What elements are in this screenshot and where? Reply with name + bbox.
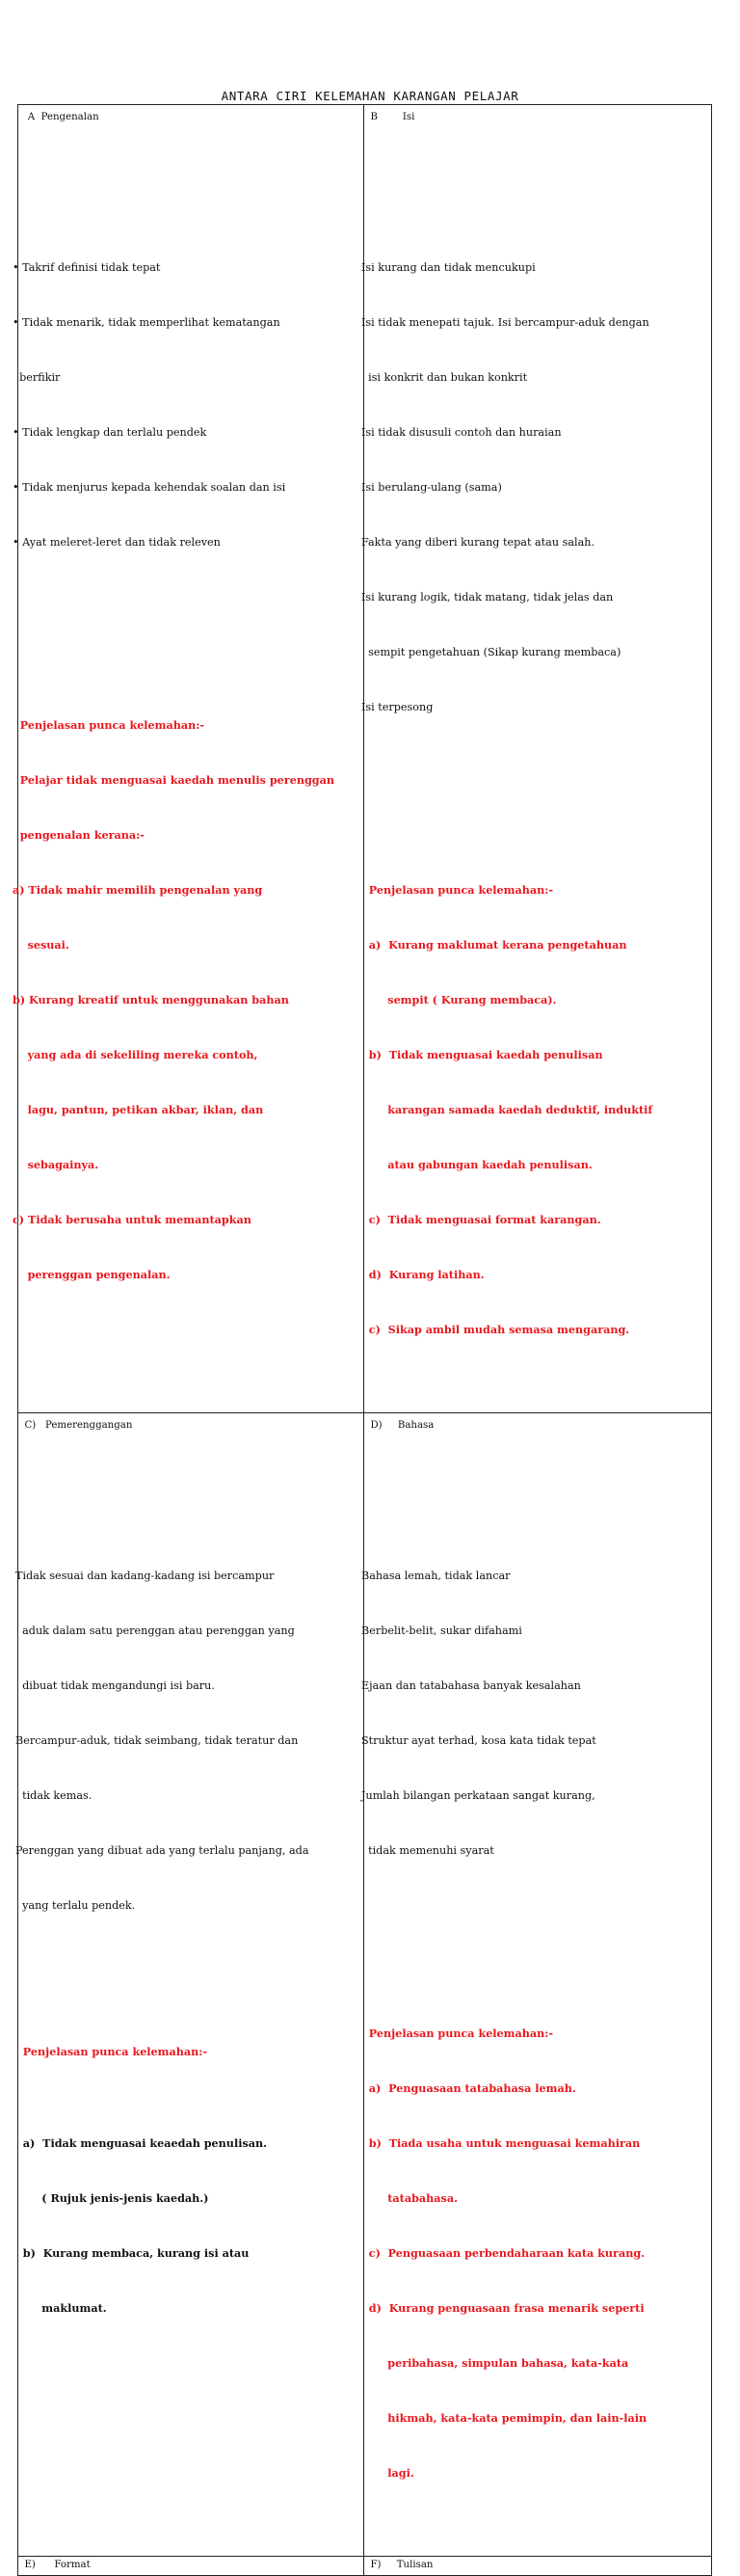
- explanation-item: perenggan pengenalan.: [13, 1268, 171, 1281]
- explanation-item: b) Tidak menguasai kaedah penulisan: [361, 1048, 603, 1061]
- cell-e-format: [18, 2557, 364, 2576]
- cell-d-bahasa: [361, 1413, 712, 2557]
- explanation-title: Penjelasan punca kelemahan:-: [361, 2026, 554, 2040]
- explanation-item: hikmah, kata-kata pemimpin, dan lain-lain: [361, 2411, 648, 2425]
- explanation-item: sempit ( Kurang membaca).: [361, 993, 557, 1006]
- cell-f-tulisan: [364, 2557, 712, 2576]
- cell-b-isi: [361, 105, 712, 1413]
- list-item: • Takrif definisi tidak tepat: [13, 261, 161, 274]
- cell-d-points: [361, 1530, 711, 1896]
- cell-b-letter: B: [370, 112, 378, 122]
- explanation-item: peribahasa, simpulan bahasa, kata-kata: [361, 2356, 629, 2370]
- list-item: Ejaan dan tatabahasa banyak kesalahan: [361, 1679, 581, 1692]
- list-item: isi konkrit dan bukan konkrit: [361, 371, 528, 384]
- list-item: Perenggan yang dibuat ada yang terlalu panjang, ada: [15, 1844, 309, 1857]
- cell-e-header: [18, 2557, 363, 2574]
- cell-a-letter: A: [27, 112, 36, 122]
- list-item: dibuat tidak mengandungi isi baru.: [15, 1679, 215, 1692]
- list-item: yang terlalu pendek.: [15, 1899, 136, 1912]
- cell-e-title: Format: [54, 2560, 91, 2570]
- list-item: tidak memenuhi syarat: [361, 1844, 494, 1857]
- explanation-item: d) Kurang latihan.: [361, 1268, 485, 1281]
- cell-c-letter: C): [24, 1420, 37, 1431]
- explanation-item: a) Kurang maklumat kerana pengetahuan: [361, 938, 627, 952]
- explanation-item: ( Rujuk jenis-jenis kaedah.): [15, 2191, 209, 2205]
- document-title: ANTARA CIRI KELEMAHAN KARANGAN PELAJAR: [221, 89, 519, 103]
- explanation-item: sebagainya.: [13, 1158, 99, 1171]
- weakness-table: [13, 104, 712, 2576]
- cell-f-letter: F): [370, 2560, 382, 2570]
- cell-b-title: Isi: [402, 112, 415, 122]
- list-item: Bercampur-aduk, tidak seimbang, tidak teratur dan: [15, 1734, 299, 1747]
- list-item: Isi tidak disusuli contoh dan huraian: [361, 426, 562, 439]
- explanation-item: b) Kurang kreatif untuk menggunakan bahan: [13, 993, 289, 1006]
- cell-c-body: [15, 1438, 363, 2391]
- explanation-item: d) Kurang penguasaan frasa menarik seperti: [361, 2301, 645, 2315]
- explanation-item: pengenalan kerana:-: [13, 828, 145, 842]
- cell-d-title: Bahasa: [397, 1420, 435, 1431]
- cell-a-explanation: [13, 680, 363, 1321]
- cell-a-pengenalan: [13, 105, 364, 1413]
- explanation-item: c) Sikap ambil mudah semasa mengarang.: [361, 1323, 630, 1336]
- cell-a-body: [13, 130, 363, 1357]
- explanation-item: a) Tidak menguasai keaedah penulisan.: [15, 2136, 268, 2150]
- explanation-item: tatabahasa.: [361, 2191, 458, 2205]
- cell-c-pemerenggangan: [15, 1413, 364, 2557]
- list-item: tidak kemas.: [15, 1789, 92, 1802]
- list-item: Fakta yang diberi kurang tepat atau salah.: [361, 536, 595, 549]
- cell-e-letter: E): [24, 2560, 36, 2570]
- list-item: Isi kurang logik, tidak matang, tidak jelas dan: [361, 591, 614, 604]
- explanation-item: lagi.: [361, 2466, 414, 2480]
- cell-c-header: [18, 1413, 363, 1438]
- cell-b-explanation: [361, 845, 711, 1376]
- explanation-item: maklumat.: [15, 2301, 107, 2315]
- cell-d-letter: D): [370, 1420, 383, 1431]
- explanation-item: c) Penguasaan perbendaharaan kata kurang.: [361, 2246, 646, 2260]
- cell-b-body: [361, 130, 711, 1412]
- explanation-title: Penjelasan punca kelemahan:-: [361, 883, 554, 897]
- list-item: aduk dalam satu perenggan atau perenggan yang: [15, 1624, 295, 1637]
- list-item: Struktur ayat terhad, kosa kata tidak tepat: [361, 1734, 596, 1747]
- cell-f-header: [364, 2557, 711, 2574]
- list-item: sempit pengetahuan (Sikap kurang membaca): [361, 646, 621, 658]
- cell-b-header: [364, 105, 711, 130]
- cell-b-points: [361, 222, 711, 753]
- cell-c-explanation: [15, 2098, 363, 2354]
- list-item: Isi terpesong: [361, 701, 434, 713]
- explanation-item: b) Kurang membaca, kurang isi atau: [15, 2246, 250, 2260]
- list-item: • Tidak lengkap dan terlalu pendek: [13, 426, 207, 439]
- explanation-item: c) Tidak menguasai format karangan.: [361, 1213, 601, 1226]
- cell-a-title: Pengenalan: [40, 112, 99, 122]
- explanation-item: lagu, pantun, petikan akbar, iklan, dan: [13, 1103, 264, 1116]
- explanation-title: Penjelasan punca kelemahan:-: [15, 2045, 208, 2058]
- list-item: • Tidak menarik, tidak memperlihat kematangan: [13, 316, 280, 329]
- list-item: Jumlah bilangan perkataan sangat kurang,: [361, 1789, 595, 1802]
- list-item: • Tidak menjurus kepada kehendak soalan dan isi: [13, 481, 286, 494]
- list-item: Isi kurang dan tidak mencukupi: [361, 261, 536, 274]
- list-item: berfikir: [13, 371, 61, 384]
- explanation-item: b) Tiada usaha untuk menguasai kemahiran: [361, 2136, 641, 2150]
- cell-f-title: Tulisan: [396, 2560, 434, 2570]
- cell-d-explanation: [361, 1988, 711, 2519]
- explanation-item: sesuai.: [13, 938, 69, 952]
- explanation-item: a) Penguasaan tatabahasa lemah.: [361, 2081, 576, 2095]
- list-item: Isi berulang-ulang (sama): [361, 481, 502, 494]
- cell-d-body: [361, 1438, 711, 2556]
- list-item: • Ayat meleret-leret dan tidak releven: [13, 536, 221, 549]
- list-item: Isi tidak menepati tajuk. Isi bercampur-aduk dengan: [361, 316, 649, 329]
- explanation-item: a) Tidak mahir memilih pengenalan yang: [13, 883, 263, 897]
- cell-a-points: [13, 222, 363, 588]
- explanation-item: karangan samada kaedah deduktif, induktif: [361, 1103, 653, 1116]
- explanation-title: Penjelasan punca kelemahan:-: [13, 718, 205, 732]
- list-item: Tidak sesuai dan kadang-kadang isi bercampur: [15, 1570, 275, 1582]
- list-item: Berbelit-belit, sukar difahami: [361, 1624, 522, 1637]
- cell-c-title: Pemerenggangan: [44, 1420, 133, 1431]
- explanation-item: atau gabungan kaedah penulisan.: [361, 1158, 593, 1171]
- cell-c-points: [15, 1530, 363, 1951]
- cell-d-header: [364, 1413, 711, 1438]
- list-item: Bahasa lemah, tidak lancar: [361, 1570, 511, 1582]
- explanation-item: Pelajar tidak menguasai kaedah menulis perenggan: [13, 773, 334, 787]
- explanation-item: c) Tidak berusaha untuk memantapkan: [13, 1213, 251, 1226]
- cell-a-header: [18, 105, 363, 130]
- explanation-item: yang ada di sekeliling mereka contoh,: [13, 1048, 258, 1061]
